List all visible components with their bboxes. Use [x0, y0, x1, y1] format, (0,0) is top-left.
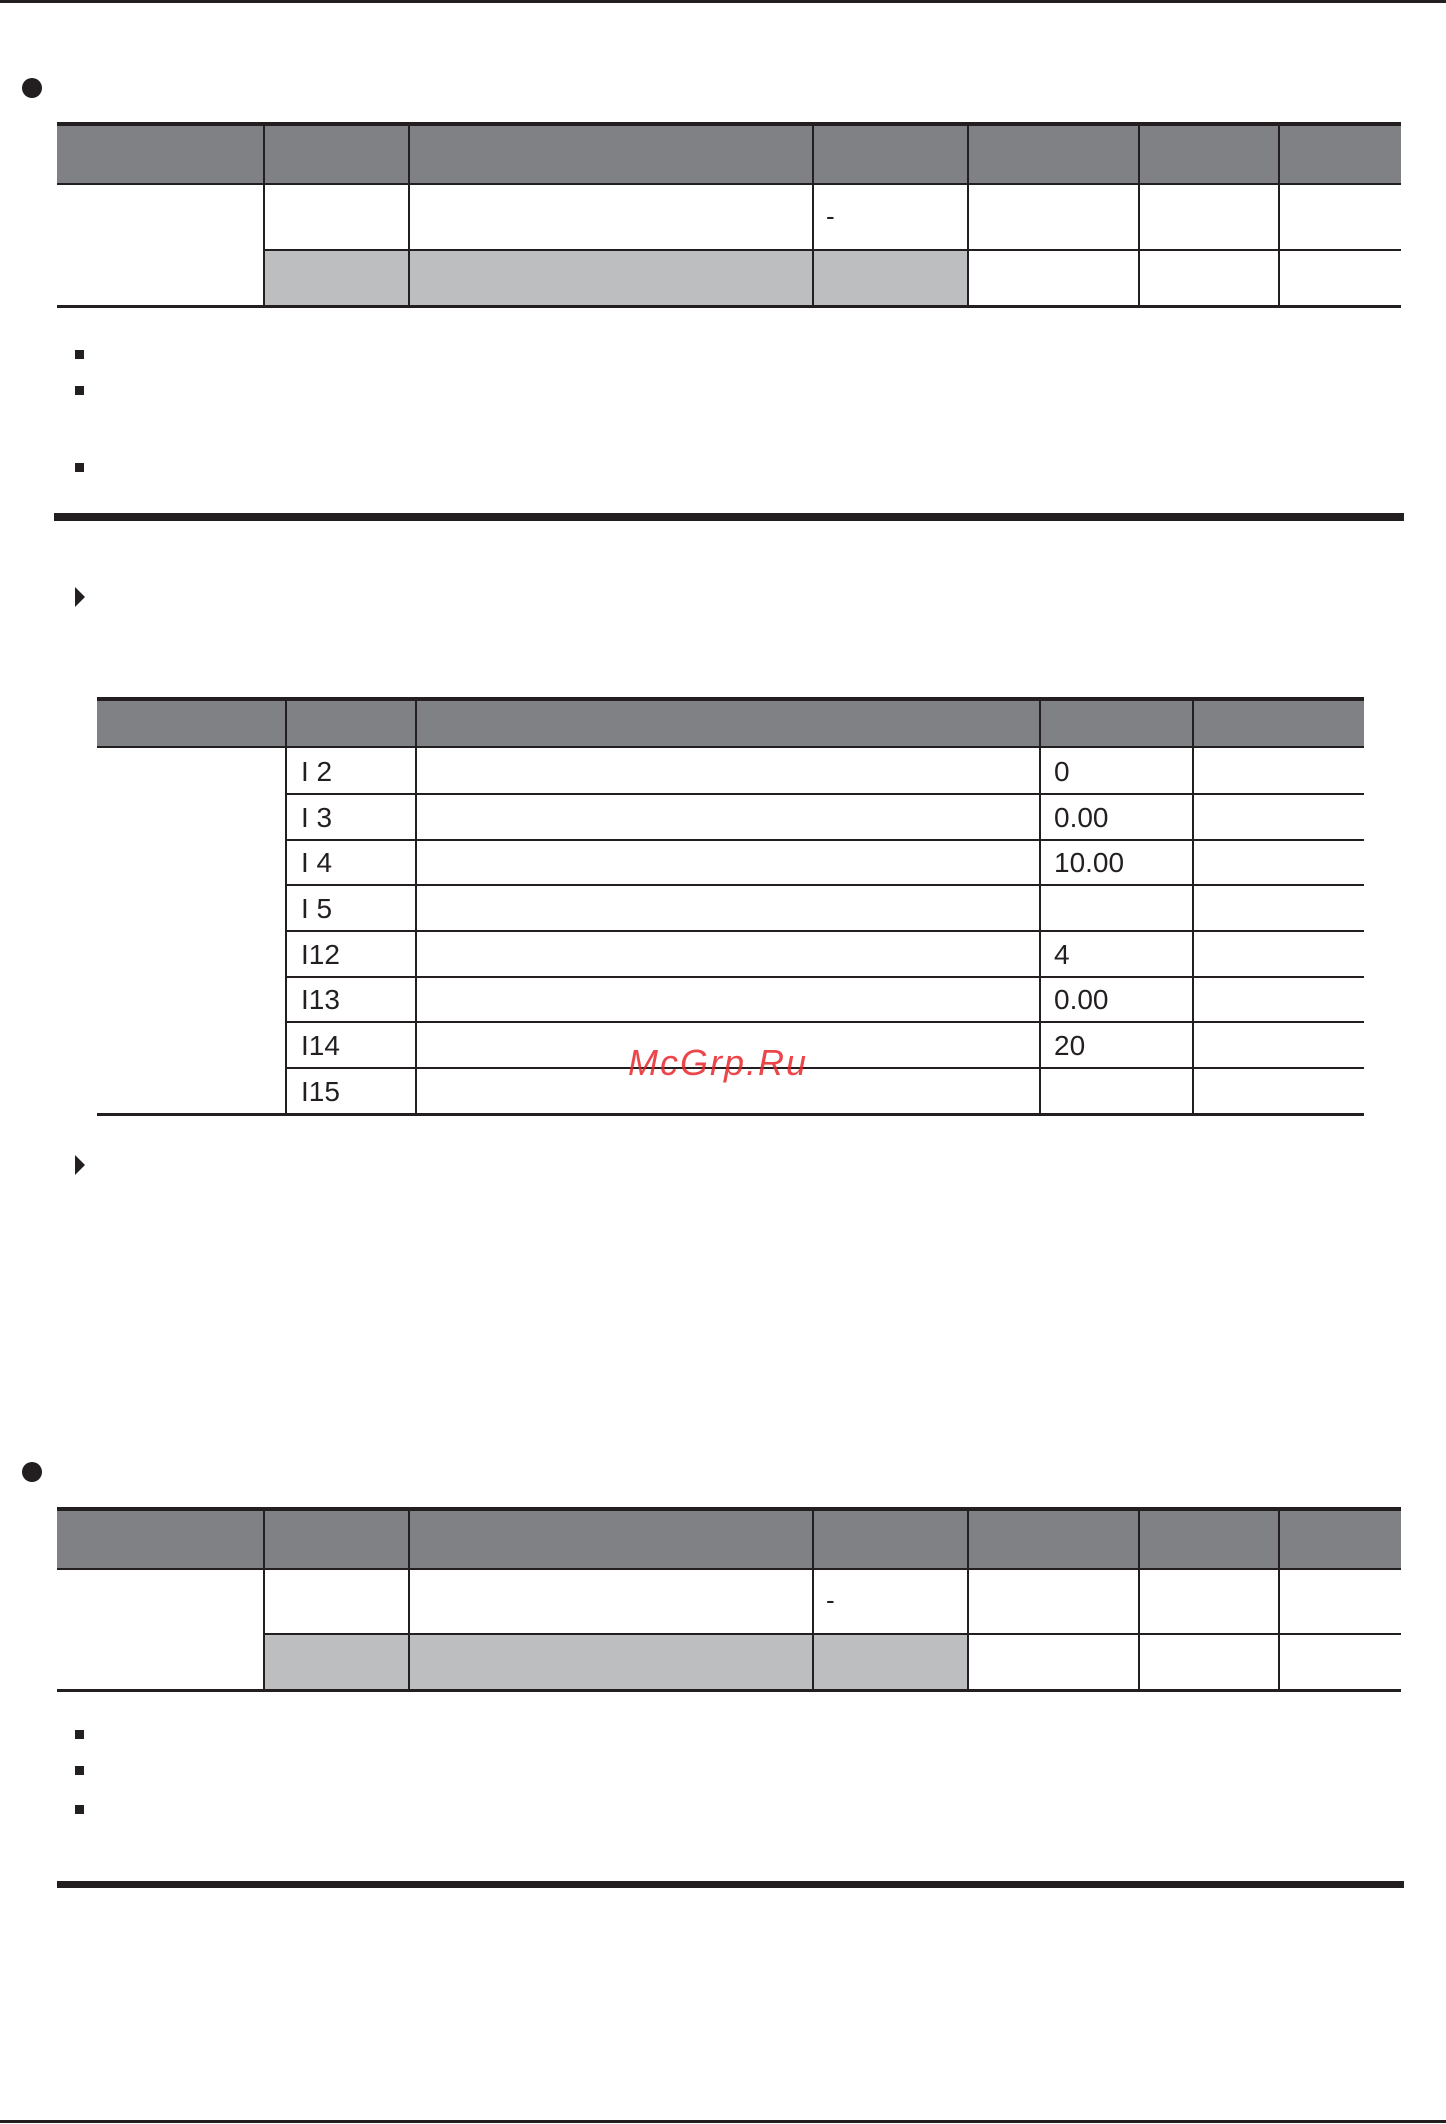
parameter-code: I15	[301, 1076, 340, 1107]
page-bottom-rule	[0, 2120, 1446, 2123]
section-divider	[54, 513, 1404, 521]
parameter-value: 0.00	[1054, 802, 1109, 833]
parameter-code: I14	[301, 1030, 340, 1061]
parameter-value: 10.00	[1054, 847, 1125, 878]
list-bullet	[75, 463, 84, 472]
section-bullet	[22, 1462, 42, 1482]
table-header	[97, 699, 1364, 747]
section-bullet	[22, 78, 42, 98]
list-bullet	[75, 350, 84, 359]
table-cell: -	[826, 1585, 835, 1615]
parameter-value: 0.00	[1054, 984, 1109, 1015]
parameter-code: I 3	[301, 802, 333, 833]
table-cell: -	[826, 201, 835, 231]
list-bullet	[75, 1730, 84, 1739]
list-bullet	[75, 1766, 84, 1775]
table-header	[57, 124, 1401, 184]
section-divider	[57, 1881, 1404, 1888]
parameter-code: I13	[301, 984, 340, 1015]
parameter-code: I 5	[301, 893, 333, 924]
list-bullet	[75, 1805, 84, 1814]
table-header	[57, 1509, 1401, 1569]
parameter-code: I 4	[301, 847, 333, 878]
parameter-code: I12	[301, 939, 340, 970]
watermark-text: McGrp.Ru	[628, 1042, 809, 1083]
table-subrow	[264, 1634, 968, 1690]
arrow-marker	[75, 1155, 85, 1175]
list-bullet	[75, 386, 84, 395]
parameter-value: 20	[1054, 1030, 1086, 1061]
parameter-value: 0	[1054, 756, 1070, 787]
parameter-code: I 2	[301, 756, 333, 787]
table-subrow	[264, 250, 968, 306]
arrow-marker	[75, 587, 85, 607]
page-top-rule	[0, 0, 1446, 3]
parameter-value: 4	[1054, 939, 1070, 970]
